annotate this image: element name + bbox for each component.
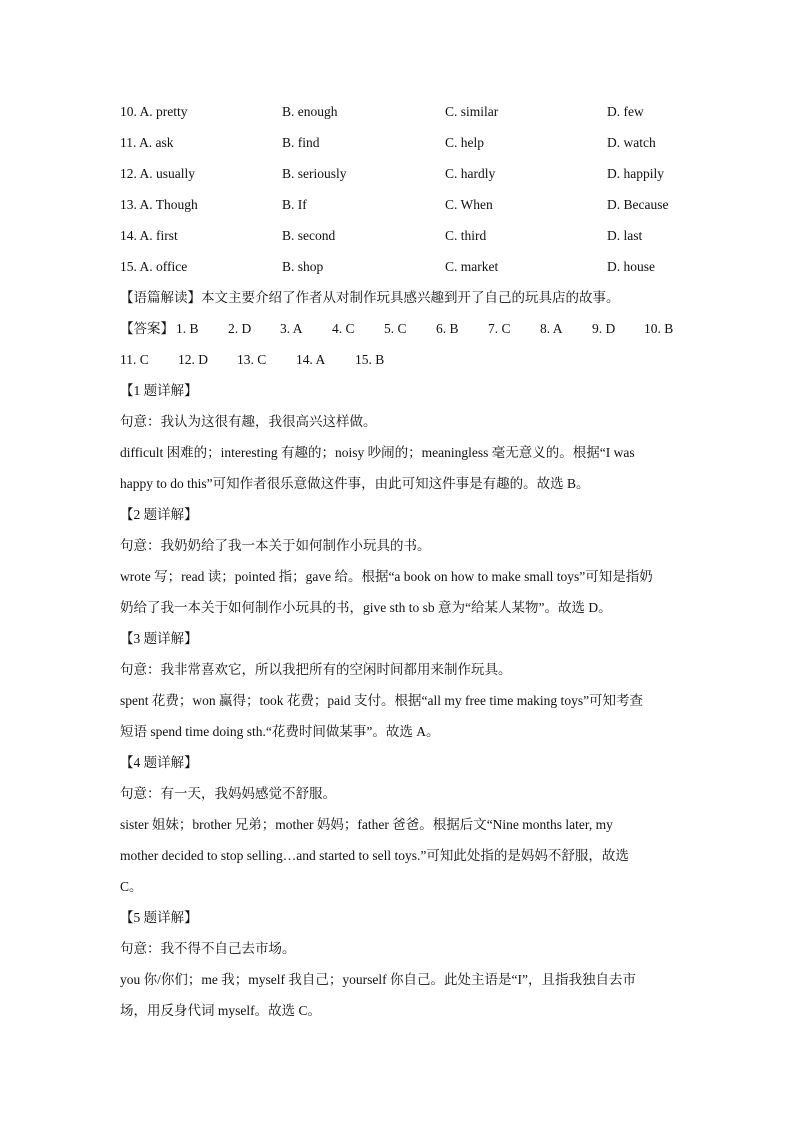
- answer-key-label: 【答案】: [120, 321, 174, 336]
- option-d: D. watch: [607, 135, 656, 150]
- detail-line: you 你/你们；me 我；myself 我自己；yourself 你自己。此处主语是“I”，且指我独自去市: [120, 972, 636, 987]
- option-d: D. few: [607, 104, 644, 119]
- detail-section-3: [120, 623, 680, 747]
- detail-line: difficult 困难的；interesting 有趣的；noisy 吵闹的；meaningless 毫无意义的。根据“I was: [120, 445, 635, 460]
- answer-key-row-1: [120, 313, 680, 344]
- option-c: C. market: [445, 259, 499, 274]
- answer-item: 11. C: [120, 352, 149, 367]
- detail-section-1: [120, 375, 680, 499]
- answer-item: 6. B: [436, 321, 459, 336]
- option-a: 13. A. Though: [120, 197, 198, 212]
- detail-section-5: [120, 902, 680, 1026]
- option-row-11: [120, 127, 680, 158]
- answer-item: 8. A: [540, 321, 563, 336]
- option-row-14: [120, 220, 680, 251]
- detail-line: 短语 spend time doing sth.“花费时间做某事”。故选 A。: [120, 724, 440, 739]
- option-c: C. help: [445, 135, 484, 150]
- option-row-10: [120, 96, 680, 127]
- detail-section-4: [120, 747, 680, 902]
- answer-item: 10. B: [644, 321, 674, 336]
- detail-line: 场，用反身代词 myself。故选 C。: [120, 1003, 321, 1018]
- answer-item: 4. C: [332, 321, 355, 336]
- detail-heading: 【1 题详解】: [120, 383, 198, 398]
- answer-item: 5. C: [384, 321, 407, 336]
- detail-line: 句意：我不得不自己去市场。: [120, 941, 296, 956]
- detail-line: C。: [120, 879, 143, 894]
- option-c: C. When: [445, 197, 493, 212]
- option-b: B. find: [282, 135, 320, 150]
- answer-item: 3. A: [280, 321, 303, 336]
- option-row-12: [120, 158, 680, 189]
- option-b: B. If: [282, 197, 307, 212]
- options-table: [120, 96, 680, 282]
- detail-line: 句意：有一天，我妈妈感觉不舒服。: [120, 786, 336, 801]
- detail-line: 句意：我奶奶给了我一本关于如何制作小玩具的书。: [120, 538, 431, 553]
- answer-item: 12. D: [178, 352, 208, 367]
- option-d: D. Because: [607, 197, 669, 212]
- answer-item: 2. D: [228, 321, 252, 336]
- detail-heading: 【2 题详解】: [120, 507, 198, 522]
- answer-key-row-2: [120, 344, 680, 375]
- detail-line: spent 花费；won 赢得；took 花费；paid 支付。根据“all my free time making toys”可知考查: [120, 693, 644, 708]
- detail-line: 句意：我认为这很有趣，我很高兴这样做。: [120, 414, 377, 429]
- option-c: C. similar: [445, 104, 499, 119]
- detail-section-2: [120, 499, 680, 623]
- option-a: 11. A. ask: [120, 135, 174, 150]
- detail-line: sister 姐妹；brother 兄弟；mother 妈妈；father 爸爸。根据后文“Nine months later, my: [120, 817, 613, 832]
- option-d: D. house: [607, 259, 655, 274]
- option-c: C. hardly: [445, 166, 496, 181]
- option-d: D. last: [607, 228, 643, 243]
- passage-summary: 【语篇解读】本文主要介绍了作者从对制作玩具感兴趣到开了自己的玩具店的故事。: [120, 290, 620, 305]
- answer-item: 13. C: [237, 352, 267, 367]
- option-row-15: [120, 251, 680, 282]
- detail-line: happy to do this”可知作者很乐意做这件事，由此可知这件事是有趣的。故选 B。: [120, 476, 590, 491]
- detail-line: wrote 写；read 读；pointed 指；gave 给。根据“a book on how to make small toys”可知是指奶: [120, 569, 653, 584]
- detail-line: 句意：我非常喜欢它，所以我把所有的空闲时间都用来制作玩具。: [120, 662, 512, 677]
- detail-heading: 【4 题详解】: [120, 755, 198, 770]
- option-b: B. shop: [282, 259, 324, 274]
- option-a: 14. A. first: [120, 228, 178, 243]
- option-b: B. enough: [282, 104, 338, 119]
- answer-item: 1. B: [176, 321, 199, 336]
- detail-line: mother decided to stop selling…and started to sell toys.”可知此处指的是妈妈不舒服，故选: [120, 848, 629, 863]
- option-c: C. third: [445, 228, 487, 243]
- detail-heading: 【3 题详解】: [120, 631, 198, 646]
- answer-item: 9. D: [592, 321, 616, 336]
- detail-line: 奶给了我一本关于如何制作小玩具的书，give sth to sb 意为“给某人某物”。故选 D。: [120, 600, 612, 615]
- option-b: B. second: [282, 228, 336, 243]
- option-a: 12. A. usually: [120, 166, 196, 181]
- option-b: B. seriously: [282, 166, 347, 181]
- detail-heading: 【5 题详解】: [120, 910, 198, 925]
- answer-item: 7. C: [488, 321, 511, 336]
- option-row-13: [120, 189, 680, 220]
- option-a: 10. A. pretty: [120, 104, 188, 119]
- answer-item: 15. B: [355, 352, 385, 367]
- document-page: [120, 96, 680, 1026]
- answer-item: 14. A: [296, 352, 326, 367]
- option-d: D. happily: [607, 166, 664, 181]
- option-a: 15. A. office: [120, 259, 188, 274]
